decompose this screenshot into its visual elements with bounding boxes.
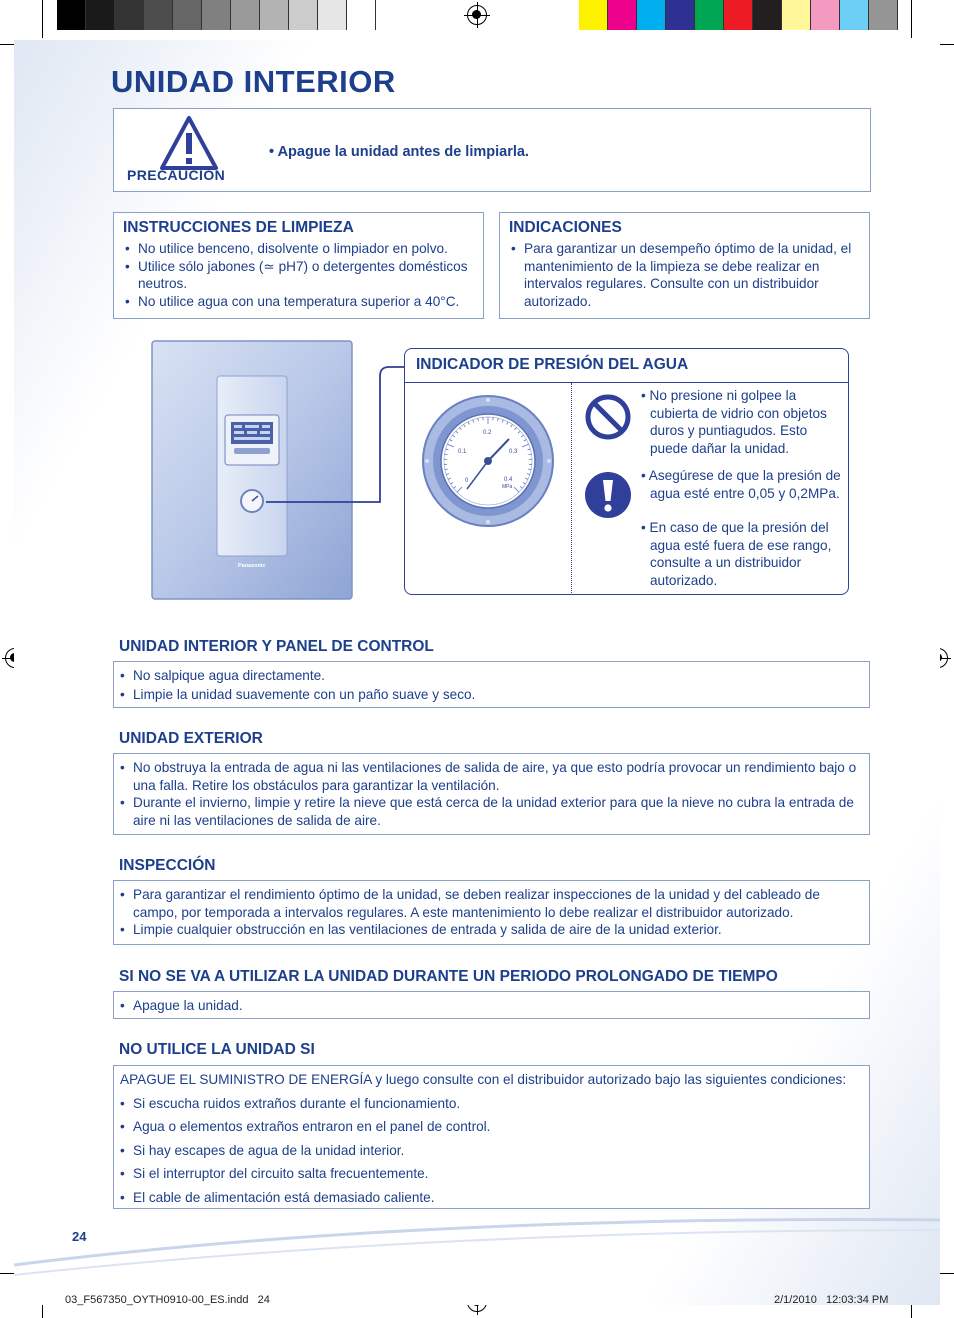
exclamation-icon bbox=[584, 471, 632, 519]
pressure-note-range: • Asegúrese de que la presión de agua esté entre 0,05 y 0,2MPa. bbox=[641, 468, 841, 501]
color-swatch bbox=[840, 0, 869, 30]
color-swatch bbox=[666, 0, 695, 30]
pressure-note-glass: • No presione ni golpee la cubierta de vidrio con objetos duros y puntiagudos. Esto puede dañar la unidad. bbox=[641, 388, 827, 456]
color-swatch bbox=[753, 0, 782, 30]
gauge-unit-label: MPa bbox=[502, 484, 513, 490]
list-item: • No utilice agua con una temperatura superior a 40°C. bbox=[122, 293, 475, 311]
section-box bbox=[113, 991, 870, 1019]
gauge-tick-label: 0 bbox=[465, 478, 469, 484]
prohibition-icon bbox=[584, 393, 632, 441]
list-item: • Limpie cualquier obstrucción en las ventilaciones de entrada y salida de aire de la unidad exterior. bbox=[117, 921, 865, 939]
list-item: • No salpique agua directamente. bbox=[117, 667, 863, 685]
cleaning-instructions-box bbox=[113, 212, 484, 319]
pressure-heading: INDICADOR DE PRESIÓN DEL AGUA bbox=[416, 356, 689, 373]
footer-date: 2/1/2010 12:03:34 PM bbox=[774, 1294, 889, 1306]
gauge-tick-label: 0.2 bbox=[483, 430, 492, 436]
list-item: • Limpie la unidad suavemente con un paño suave y seco. bbox=[117, 686, 863, 704]
crop-mark bbox=[42, 0, 43, 38]
caution-text: • Apague la unidad antes de limpiarla. bbox=[269, 144, 529, 160]
process-color-bar bbox=[579, 0, 898, 30]
section-heading: SI NO SE VA A UTILIZAR LA UNIDAD DURANTE UN PERIODO PROLONGADO DE TIEMPO bbox=[119, 968, 778, 985]
registration-mark-top bbox=[467, 5, 487, 25]
do-not-use-intro: APAGUE EL SUMINISTRO DE ENERGÍA y luego consulte con el distribuidor autorizado bajo las siguientes condiciones: bbox=[120, 1072, 847, 1087]
color-swatch bbox=[86, 0, 115, 30]
caution-label: PRECAUCIÓN bbox=[127, 167, 226, 183]
section-heading: NO UTILICE LA UNIDAD SI bbox=[119, 1041, 315, 1058]
list-item: • El cable de alimentación está demasiado caliente. bbox=[117, 1189, 863, 1207]
footer-file-info: 03_F567350_OYTH0910-00_ES.indd 24 bbox=[65, 1294, 270, 1306]
gauge-tick-label: 0.4 bbox=[504, 477, 513, 483]
pressure-divider bbox=[571, 383, 572, 593]
section-heading: UNIDAD INTERIOR Y PANEL DE CONTROL bbox=[119, 638, 434, 655]
cleaning-heading: INSTRUCCIONES DE LIMPIEZA bbox=[123, 219, 354, 236]
list-item: • Si escucha ruidos extraños durante el funcionamiento. bbox=[117, 1095, 863, 1113]
warning-triangle-icon bbox=[159, 115, 219, 171]
list-item: • Durante el invierno, limpie y retire la nieve que está cerca de la unidad exterior para que la nieve no cubra la entrada de aire ni las ventilaciones de salida de aire. bbox=[117, 794, 863, 829]
list-item: • Agua o elementos extraños entraron en el panel de control. bbox=[117, 1118, 863, 1136]
color-swatch bbox=[347, 0, 376, 30]
color-swatch bbox=[695, 0, 724, 30]
section-heading: UNIDAD EXTERIOR bbox=[119, 730, 263, 747]
gauge-tick-label: 0.3 bbox=[509, 449, 518, 455]
section-box bbox=[113, 661, 870, 708]
page-number: 24 bbox=[72, 1229, 87, 1244]
color-swatch bbox=[260, 0, 289, 30]
gauge-tick-label: 0.1 bbox=[458, 449, 467, 455]
color-swatch bbox=[231, 0, 260, 30]
color-swatch bbox=[724, 0, 753, 30]
water-pressure-box bbox=[404, 348, 849, 595]
crop-mark bbox=[911, 0, 912, 38]
list-item: • Utilice sólo jabones (≃ pH7) o detergentes domésticos neutros. bbox=[122, 258, 475, 293]
section-box bbox=[113, 880, 870, 945]
list-item: • No obstruya la entrada de agua ni las ventilaciones de salida de aire, ya que esto podría provocar un rendimiento bajo o una falla. Retire los obstáculos para garantizar la ventilación. bbox=[117, 759, 863, 794]
list-item: • Para garantizar un desempeño óptimo de la unidad, el mantenimiento de la limpieza se debe realizar en intervalos regulares. Consulte con un distribuidor autorizado. bbox=[508, 240, 861, 310]
color-swatch bbox=[811, 0, 840, 30]
color-swatch bbox=[173, 0, 202, 30]
color-swatch bbox=[144, 0, 173, 30]
unit-brand-logo: Panasonic bbox=[238, 563, 266, 569]
color-swatch bbox=[202, 0, 231, 30]
list-item: • Si el interruptor del circuito salta frecuentemente. bbox=[117, 1165, 863, 1183]
indications-box bbox=[499, 212, 870, 319]
color-swatch bbox=[782, 0, 811, 30]
caution-box bbox=[113, 108, 871, 192]
color-swatch bbox=[637, 0, 666, 30]
list-item: • No utilice benceno, disolvente o limpiador en polvo. bbox=[122, 240, 475, 258]
list-item: • Para garantizar el rendimiento óptimo de la unidad, se deben realizar inspecciones de la unidad y del cableado de campo, por temporada a intervalos regulares. A este mantenimiento lo debe realizar el distribuidor autorizado. bbox=[117, 886, 865, 921]
color-swatch bbox=[608, 0, 637, 30]
pressure-note-consult: • En caso de que la presión del agua esté fuera de ese rango, consulte a un distribuidor autorizado. bbox=[641, 520, 832, 588]
section-heading: INSPECCIÓN bbox=[119, 857, 216, 874]
callout-connector bbox=[250, 360, 410, 510]
section-box bbox=[113, 753, 870, 835]
do-not-use-box bbox=[113, 1065, 870, 1209]
gray-color-bar bbox=[57, 0, 376, 30]
pressure-gauge bbox=[421, 393, 555, 533]
indications-heading: INDICACIONES bbox=[509, 219, 622, 236]
list-item: • Si hay escapes de agua de la unidad interior. bbox=[117, 1142, 863, 1160]
color-swatch bbox=[318, 0, 347, 30]
color-swatch bbox=[579, 0, 608, 30]
list-item: • Apague la unidad. bbox=[117, 997, 863, 1015]
color-swatch bbox=[869, 0, 898, 30]
color-swatch bbox=[115, 0, 144, 30]
page-title: UNIDAD INTERIOR bbox=[111, 64, 396, 99]
color-swatch bbox=[57, 0, 86, 30]
color-swatch bbox=[289, 0, 318, 30]
